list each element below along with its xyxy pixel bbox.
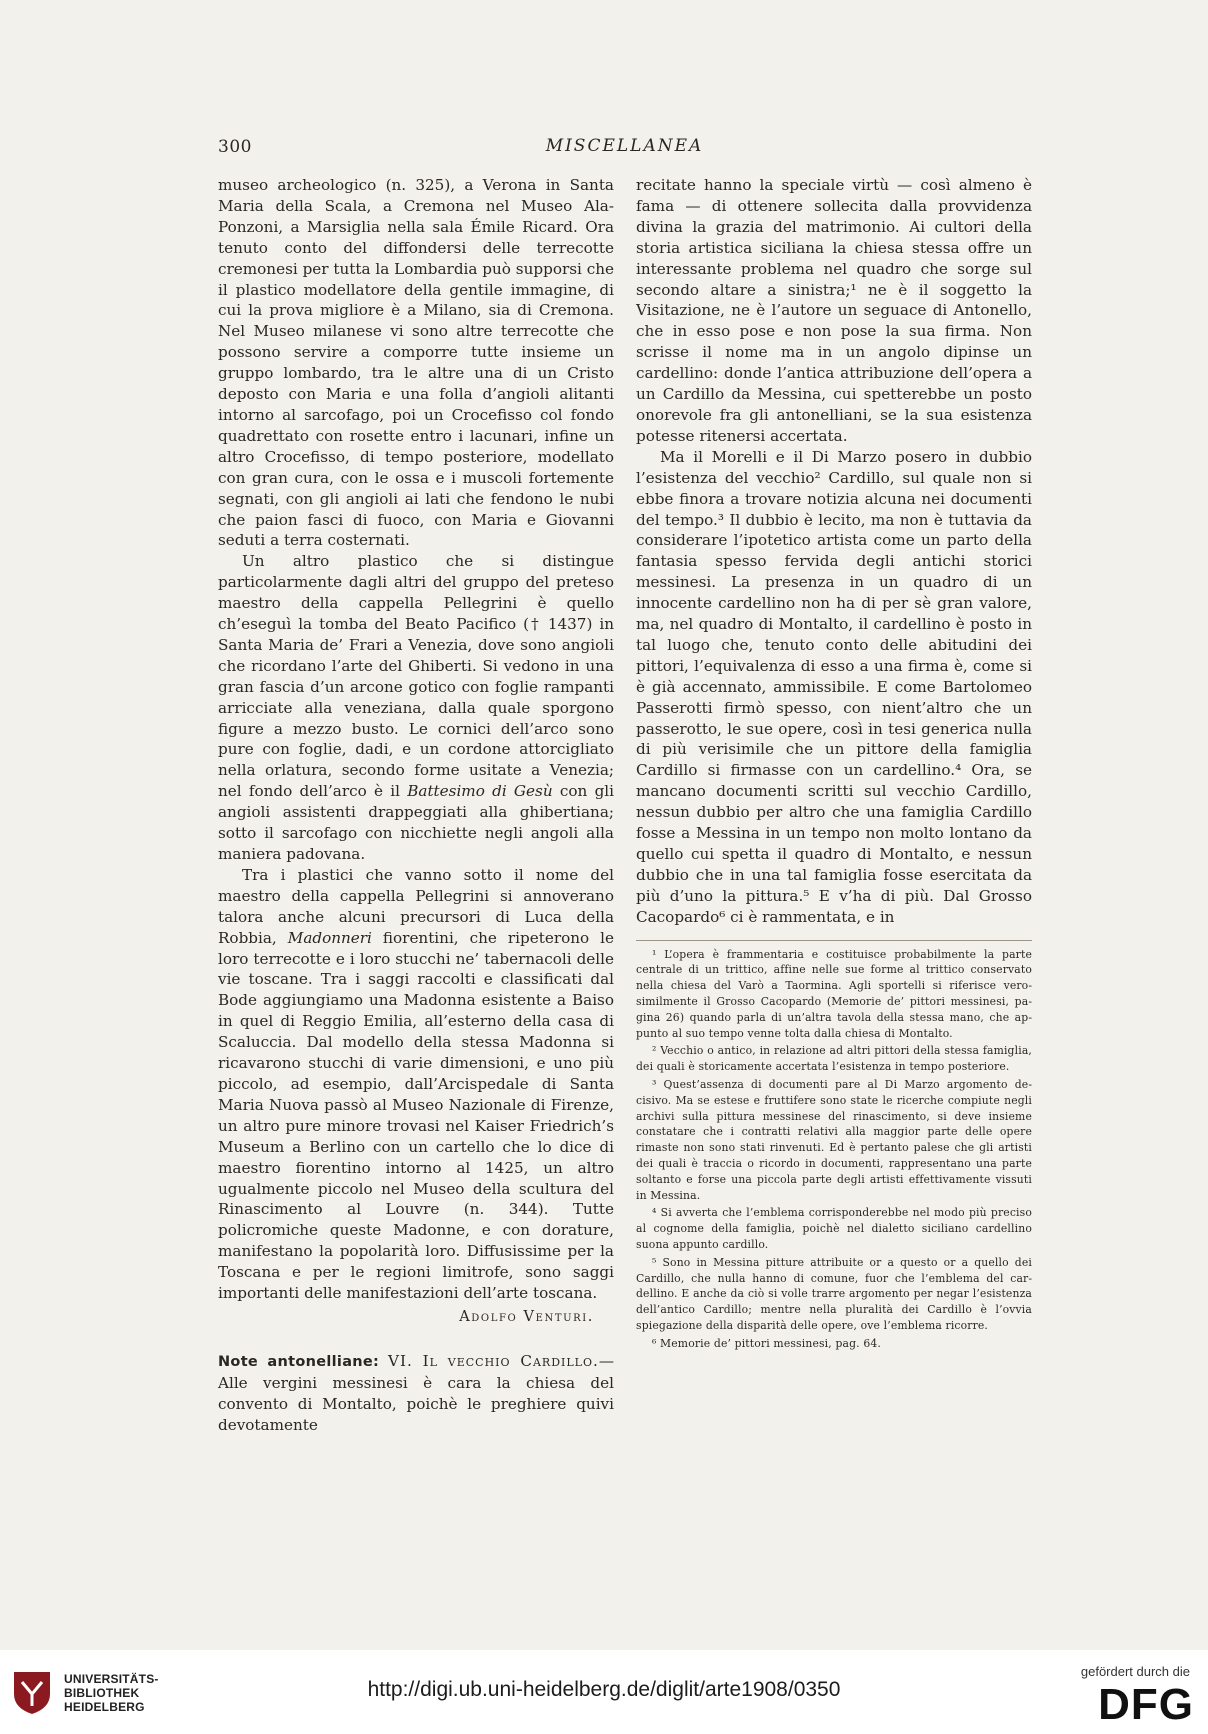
paragraph-text: — Alle vergini messinesi è cara la chiesa del convento di Montalto, poichè le preghiere quivi devotamente (218, 1351, 615, 1434)
paragraph: Ma il Morelli e il Di Marzo posero in dubbio l’esistenza del vecchio² Cardillo, sul quale non si ebbe finora a trovare notizia alcuna nei documenti del tempo.³ Il dubbio è lecito, ma non è tuttavia da considerare l’ipotetico artista come un parto della fantasia spesso fervida degli antichi storici messinesi. La presenza in un quadro di un innocente cardellino non ha di per sè gran valore, ma, nel quadro di Montalto, il cardellino è posto in tal luogo che, tenuto conto delle abitudini dei pittori, l’equivalenza di esso a una firma è, come si è già accennato, ammissibile. E come Bartolomeo Passerotti firmò spesso, con nient’altro che un passerotto, le sue opere, così in tesi generica nulla di più verisimile che un pittore della famiglia Cardillo si firmasse con un cardellino.⁴ Ora, se mancano documenti scritti sul vecchio Cardillo, nessun dubbio per altro che una famiglia Cardillo fosse a Messina in un tempo non molto lontano da quello cui spetta il quadro di Montalto, e nessun dubbio che in una tal famiglia fosse esercitata da più d’uno la pittura.⁵ E v’ha di più. Dal Grosso Cacopardo⁶ ci è rammentata, e in (636, 447, 1032, 926)
footnote: ³ Quest’assenza di documenti pare al Di Marzo argomento decisivo. Ma se estese e fruttifere sono state le ricerche compiute negli archivi sulla pittura messinese del rinascimento, si deve insieme constatare che i contratti relativi alla maggior parte delle opere rimaste non sono stati rinvenuti. Ed è pertanto palese che gli artisti dei quali è traccia o ricordo in documenti, rappresentano una parte soltanto e forse una piccola parte degli artisti effettivamente vissuti in Messina. (636, 1078, 1032, 1202)
library-name-line: UNIVERSITÄTS- (64, 1672, 159, 1686)
footnote: ⁴ Si avverta che l’emblema corrisponderebbe nel modo più preciso al cognome della famiglia, poichè nel dialetto siciliano cardellino suona appunto cardillo. (636, 1206, 1032, 1251)
dfg-logo: DFG (1098, 1680, 1194, 1729)
paragraph: recitate hanno la speciale virtù — così almeno è fama — di ottenere sollecita dalla provvidenza divina la grazia del matrimonio. Ai cultori della storia artistica siciliana la chiesa stessa offre un interessante problema nel quadro che sorge sul secondo altare a sinistra;¹ ne è il soggetto la Visitazione, ne è l’autore un seguace di Antonello, che in esso pose e non pose la sua firma. Non scrisse il nome ma in un angolo dipinse un cardellino: donde l’antica attribuzione dell’opera a un Cardillo da Messina, cui spetterebbe un posto onorevole fra gli antonelliani, se la sua esistenza potesse ritenersi accertata. (636, 176, 1032, 445)
digitization-footer (0, 1650, 1208, 1734)
left-column (218, 175, 614, 1436)
note-section-start (218, 1351, 614, 1436)
author-signature: Adolfo Venturi. (459, 1308, 594, 1325)
running-header (218, 133, 1031, 163)
italic-term: Madonneri (287, 928, 372, 947)
paragraph-text: Tra i plastici che vanno sotto il nome del maestro della cappella Pellegrini si annoverano talora anche alcuni precursori di Luca della Robbia, (218, 865, 614, 947)
paragraph (218, 551, 614, 865)
note-heading-lead: Note antonelliane: (218, 1353, 380, 1370)
paragraph-text: con gli angioli assistenti drappeggiati alla ghibertiana; sotto il sarcofago con nicchiette negli angoli alla maniera padovana. (218, 782, 615, 863)
paragraph: museo archeologico (n. 325), a Verona in Santa Maria della Scala, a Cremona nel Museo Ala-Ponzoni, a Marsiglia nella sala Émile Ricard. Ora tenuto conto del diffondersi delle terrecotte cremonesi per tutta la Lombardia può supporsi che il plastico modellatore della gentile immagine, di cui la prova migliore è a Milano, sia di Cremona. Nel Museo milanese vi sono altre terrecotte che possono servire a comporre tutte insieme un gruppo lombardo, tra le altre una di un Cristo deposto con Maria e una folla d’angioli alitanti intorno al sarcofago, poi un Crocefisso col fondo quadrettato con rosette entro i lacunari, infine un altro Crocefisso, di tempo posteriore, modellato con gran cura, con le ossa e i muscoli fortemente segnati, con gli angioli ai lati che fendono le nubi che paion fasci di fuoco, con Maria e Giovanni seduti a terra costernati. (218, 176, 614, 550)
footnote: ⁶ Memorie de’ pittori messinesi, pag. 64. (652, 1336, 881, 1350)
page-number: 300 (218, 137, 252, 157)
footnote: ⁵ Sono in Messina pitture attribuite or a questo or a quello dei Cardillo, che nulla hanno di comune, fuor che l’emblema del cardellino. E anche da ciò si volle trarre argomento per negar l’esistenza dell’antico Cardillo; mentre nella pluralità dei Cardillo è l’ovvia spiegazione della disparità delle opere, ove l’emblema ricorre. (636, 1255, 1032, 1332)
page-content (218, 133, 1032, 1434)
library-name-line: BIBLIOTHEK (64, 1686, 140, 1700)
permalink-url[interactable]: http://digi.ub.uni-heidelberg.de/diglit/arte1908/0350 (367, 1678, 841, 1701)
right-column (636, 175, 1032, 1354)
running-title: MISCELLANEA (545, 136, 704, 156)
funded-by-label: gefördert durch die (1080, 1664, 1190, 1679)
footnote: ² Vecchio o antico, in relazione ad altri pittori della stessa famiglia, dei quali è storicamente accertata l’esistenza in tempo posteriore. (636, 1044, 1032, 1074)
paragraph (218, 865, 614, 1304)
footnotes (636, 940, 1032, 1352)
paragraph-text: Un altro plastico che si distingue particolarmente dagli altri del gruppo del preteso maestro della cappella Pellegrini è quello ch’eseguì la tomba del Beato Pacifico († 1437) in Santa Maria de’ Frari a Venezia, dove sono angioli che ricordano l’arte del Ghiberti. Si vedono in una gran fascia d’un arcone gotico con foglie rampanti arricciate alla veneziana, dalla quale sporgono figure a mezzo busto. Le cornici dell’arco sono pure con foglie, dadi, e un cordone attorcigliato nella orlatura, secondo forme usitate a Venezia; nel fondo dell’arco è il (218, 552, 614, 801)
italic-title: Battesimo di Gesù (407, 782, 553, 801)
paragraph-text: fiorentini, che ripeterono le loro terrecotte e i loro stucchi ne’ tabernacoli delle vie toscane. Tra i saggi raccolti e classificati dal Bode aggiungiamo una Madonna esistente a Baiso in quel di Reggio Emilia, all’esterno della casa di Scaluccia. Dal modello della stessa Madonna si ricavarono stucchi di varie dimensioni, e uno più piccolo, ad esempio, dall’Arcispedale di Santa Maria Nuova passò al Museo Nazionale di Firenze, un altro pure minore trovasi nel Kaiser Friedrich’s Museum a Berlino con un cartello che lo dice di maestro fiorentino intorno al 1425, un altro ugualmente piccolo nel Museo della scultura del Rinascimento al Louvre (n. 344). Tutte policromiche queste Madonne, e con dorature, manifestano la popolarità loro. Diffusissime per la Toscana e per le regioni limitrofe, sono saggi importanti delle manifestazioni dell’arte toscana. (218, 928, 614, 1303)
footnote: ¹ L’opera è frammentaria e costituisce probabilmente la parte centrale di un trittico, affine nelle sue forme al trittico conservato nella chiesa del Varò a Taormina. Agli sportelli si riferisce verosimilmente il Grosso Cacopardo (Memorie de’ pittori messinesi, pagina 26) quando parla di un’altra tavola della stessa mano, che appunto al suo tempo venne tolta dalla chiesa di Montalto. (636, 947, 1032, 1040)
note-heading-title: VI. Il vecchio Cardillo. (387, 1351, 599, 1370)
library-name-line: HEIDELBERG (64, 1700, 145, 1714)
